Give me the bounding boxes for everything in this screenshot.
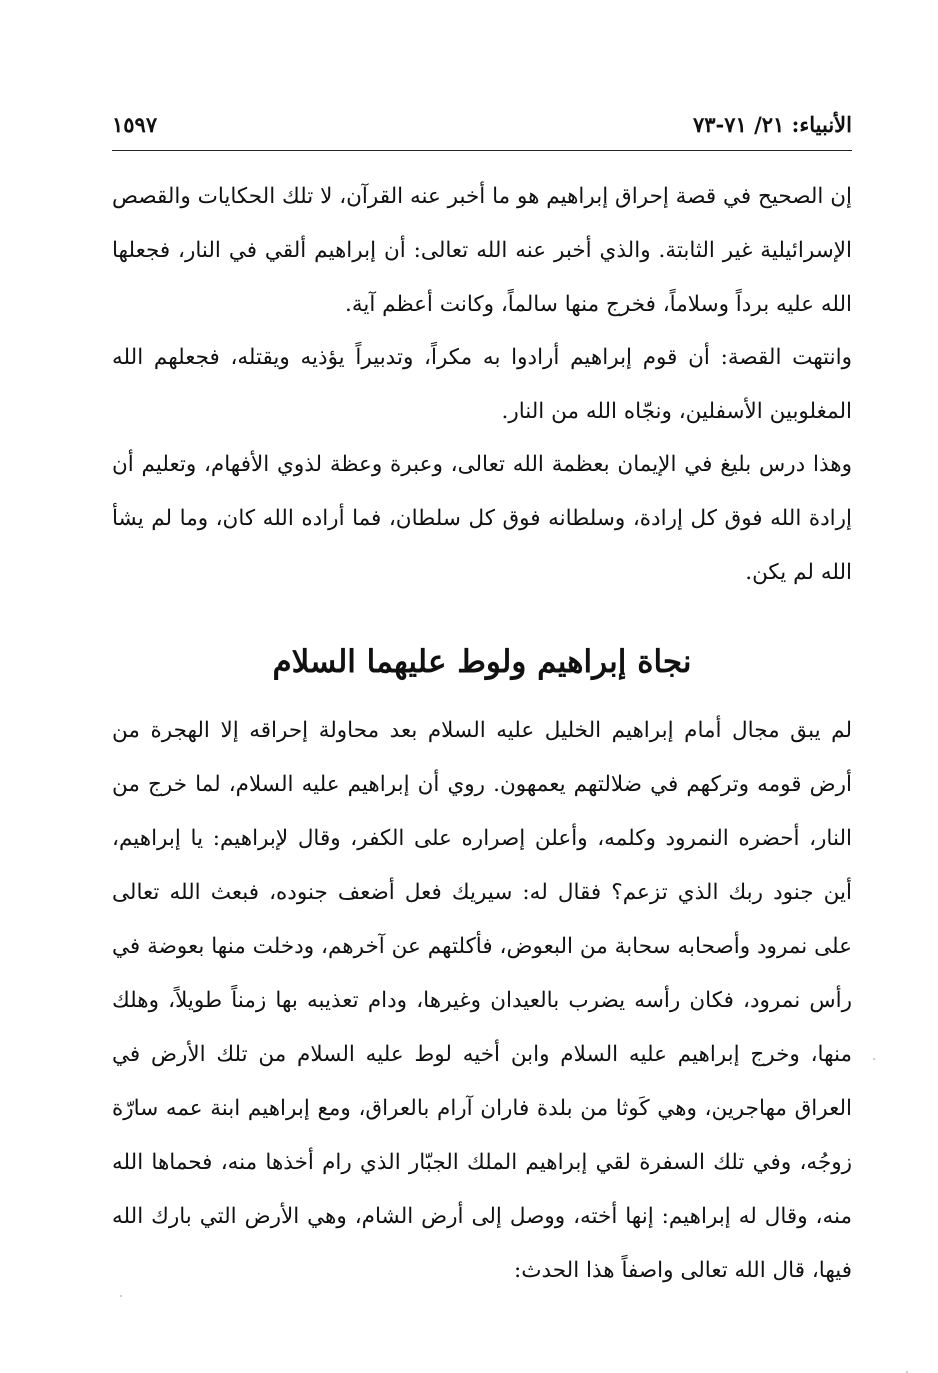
page-number: ١٥٩٧ — [112, 112, 158, 137]
scan-speck — [873, 1058, 875, 1060]
paragraph-3-text: وهذا درس بليغ في الإيمان بعظمة الله تعالى، وعبرة وعظة لذوي الأفهام، وتعليم أن إرادة الله فوق كل إرادة، وسلطانه فوق كل سلطان، فما أراده الله كان، وما لم يشأ الله لم يكن. — [112, 452, 852, 585]
section-heading: نجاة إبراهيم ولوط عليهما السلام — [272, 644, 692, 680]
scan-speck — [120, 1295, 122, 1297]
running-title: الأنبياء: ٢١/ ٧١-٧٣ — [692, 112, 852, 137]
paragraph-3 — [112, 438, 852, 600]
paragraph-1-text: إن الصحيح في قصة إحراق إبراهيم هو ما أخبر عنه القرآن، لا تلك الحكايات والقصص الإسرائيلية غير الثابتة. والذي أخبر عنه الله تعالى: أن إبراهيم ألقي في النار، فجعلها الله عليه برداً وسلاماً، فخرج منها سالماً، وكانت أعظم آية. — [112, 184, 852, 317]
page-header — [112, 112, 852, 146]
header-rule — [112, 150, 852, 151]
paragraph-2 — [112, 331, 852, 439]
paragraph-4-text: لم يبق مجال أمام إبراهيم الخليل عليه السلام بعد محاولة إحراقه إلا الهجرة من أرض قومه وتركهم في ضلالتهم يعمهون. روي أن إبراهيم عليه السلام، لما خرج من النار، أحضره النمرود وكلمه، وأعلن إصراره على الكفر، وقال لإبراهيم: يا إبراهيم، أين جنود ربك الذي تزعم؟ فقال له: سيريك فعل أضعف جنوده، فبعث الله تعالى على نمرود وأصحابه سحابة من البعوض، فأكلتهم عن آخرهم، ودخلت منها بعوضة في رأس نمرود، فكان رأسه يضرب بالعيدان وغيرها، ودام تعذيبه بها زمناً طويلاً، وهلك منها، وخرج إبراهيم عليه السلام وابن أخيه لوط عليه السلام من تلك الأرض في العراق مهاجرين، وهي كَوثا من بلدة فاران آرام بالعراق، ومع إبراهيم ابنة عمه سارّة زوجُه، وفي تلك السفرة لقي إبراهيم الملك الجبّار الذي رام أخذها منه، فحماها الله منه، وقال له إبراهيم: إنها أخته، ووصل إلى أرض الشام، وهي الأرض التي بارك الله فيها، قال الله تعالى واصفاً هذا الحدث: — [112, 718, 852, 1283]
paragraph-2-text: وانتهت القصة: أن قوم إبراهيم أرادوا به مكراً، وتدبيراً يؤذيه ويقتله، فجعلهم الله المغلوبين الأسفلين، ونجّاه الله من النار. — [112, 345, 852, 424]
paragraph-1 — [112, 170, 852, 332]
paragraph-4 — [112, 704, 852, 1298]
